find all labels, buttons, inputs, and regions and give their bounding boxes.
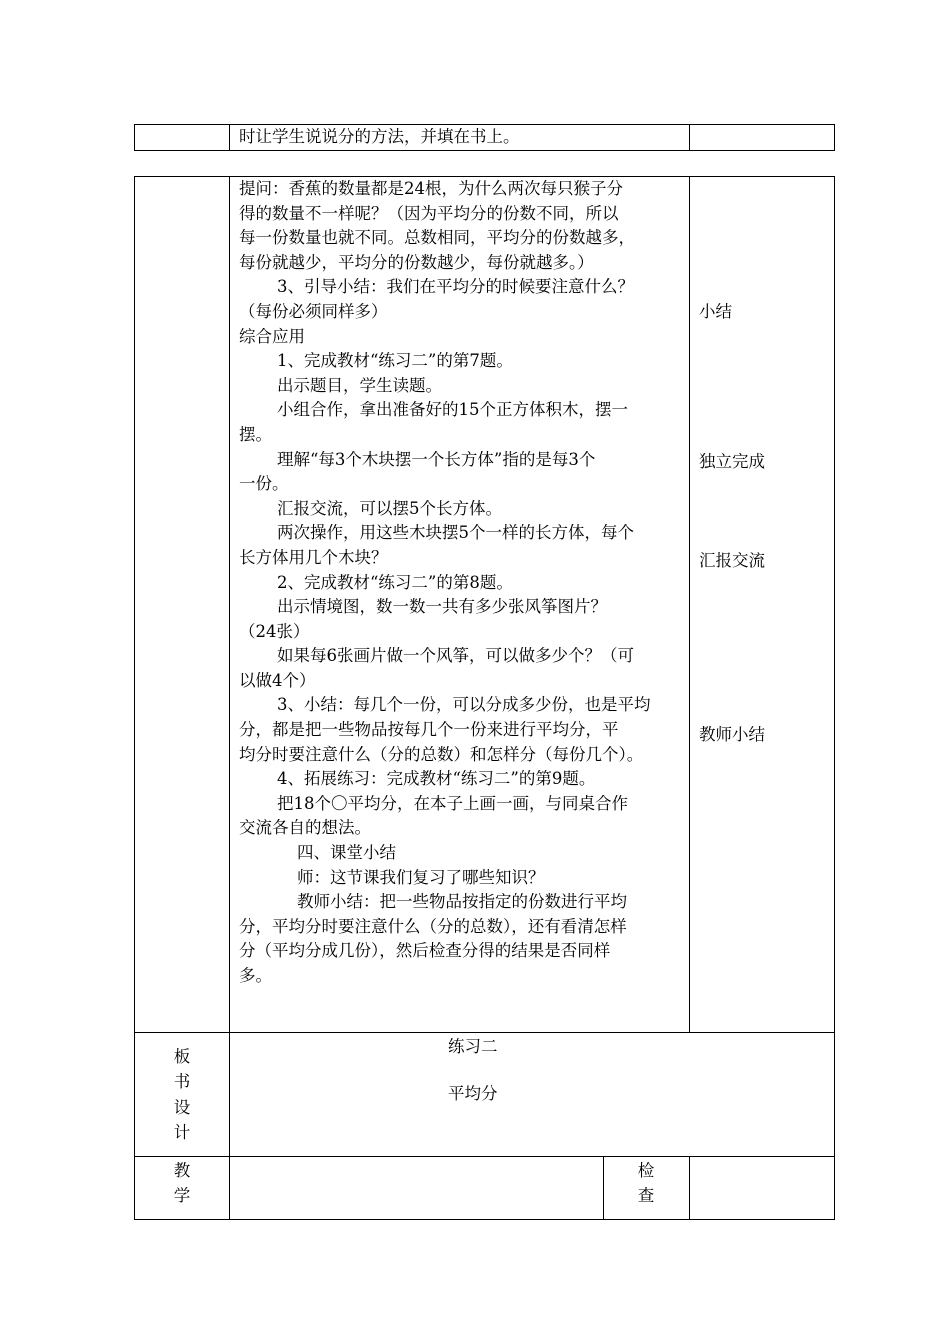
content-line: 理解“每3个木块摆一个长方体”指的是每3个 — [277, 449, 596, 469]
side-note-teacher-summary: 教师小结 — [699, 725, 765, 744]
content-line: 4、拓展练习：完成教材“练习二”的第9题。 — [277, 769, 596, 789]
content-line: 小组合作，拿出准备好的15个正方体积木，摆一 — [277, 400, 628, 420]
board-row-top-line — [134, 1032, 835, 1033]
board-label-char: 设 — [173, 1098, 191, 1117]
side-note-report: 汇报交流 — [699, 551, 765, 570]
top-table-content: 时让学生说说分的方法，并填在书上。 — [239, 127, 520, 146]
footer-label-char: 学 — [173, 1186, 191, 1205]
footer-row-top-line — [134, 1156, 835, 1157]
content-line: 均分时要注意什么（分的总数）和怎样分（每份几个）。 — [239, 744, 644, 764]
footer-right-divider — [689, 1157, 690, 1220]
content-line: 师：这节课我们复习了哪些知识？ — [297, 867, 545, 887]
content-line: 多。 — [239, 966, 272, 985]
content-line: 每份就越少，平均分的份数越少，每份就越多。） — [239, 252, 594, 272]
content-line: 得的数量不一样呢？（因为平均分的份数不同，所以 — [239, 203, 619, 223]
content-line: 出示情境图，数一数一共有多少张风筝图片？ — [277, 597, 607, 617]
content-line: （24张） — [239, 621, 310, 641]
content-line: 分（平均分成几份），然后检查分得的结果是否同样 — [239, 941, 611, 961]
footer-label-char: 教 — [173, 1161, 191, 1180]
content-line: 教师小结：把一些物品按指定的份数进行平均 — [297, 892, 627, 912]
content-line: 如果每6张画片做一个风筝，可以做多少个？（可 — [277, 646, 634, 666]
board-title: 练习二 — [448, 1037, 498, 1056]
content-line: （每份必须同样多） — [239, 301, 388, 321]
check-label-char: 查 — [637, 1186, 655, 1205]
check-label-char: 检 — [637, 1161, 655, 1180]
content-line: 综合应用 — [239, 326, 305, 346]
content-line: 分，平均分时要注意什么（分的总数），还有看清怎样 — [239, 916, 627, 936]
content-line: 四、课堂小结 — [297, 843, 396, 863]
side-note-summary: 小结 — [699, 302, 732, 321]
content-line: 3、引导小结：我们在平均分的时候要注意什么？ — [277, 277, 634, 297]
main-right-column-divider — [689, 176, 690, 1033]
content-line: 每一份数量也就不同。总数相同，平均分的份数越多， — [239, 228, 635, 248]
board-label-char: 计 — [173, 1123, 191, 1142]
content-line: 1、完成教材“练习二”的第7题。 — [277, 351, 513, 371]
footer-check-divider — [603, 1157, 604, 1220]
content-line: 出示题目，学生读题。 — [277, 375, 442, 395]
content-line: 以做4个） — [239, 670, 316, 690]
top-table-divider-right — [689, 124, 690, 151]
content-line: 2、完成教材“练习二”的第8题。 — [277, 572, 513, 592]
content-line: 长方体用几个木块？ — [239, 547, 388, 567]
content-line: 摆。 — [239, 424, 272, 444]
content-line: 交流各自的想法。 — [239, 818, 371, 838]
content-line: 提问：香蕉的数量都是24根，为什么两次每只猴子分 — [239, 179, 623, 198]
lesson-content — [239, 177, 684, 989]
content-line: 汇报交流，可以摆5个长方体。 — [277, 498, 502, 518]
board-label-char: 板 — [173, 1047, 191, 1066]
main-left-column-divider — [229, 176, 230, 1220]
board-label-char: 书 — [173, 1072, 191, 1091]
content-line: 两次操作，用这些木块摆5个一样的长方体，每个 — [277, 523, 634, 543]
side-note-independent: 独立完成 — [699, 452, 765, 471]
content-line: 一份。 — [239, 474, 289, 494]
content-line: 3、小结：每几个一份，可以分成多少份，也是平均 — [277, 695, 651, 715]
board-subtitle: 平均分 — [448, 1084, 498, 1103]
content-line: 分，都是把一些物品按每几个一份来进行平均分，平 — [239, 720, 619, 740]
top-table-divider-left — [229, 124, 230, 151]
content-line: 把18个〇平均分，在本子上画一画，与同桌合作 — [277, 793, 628, 813]
